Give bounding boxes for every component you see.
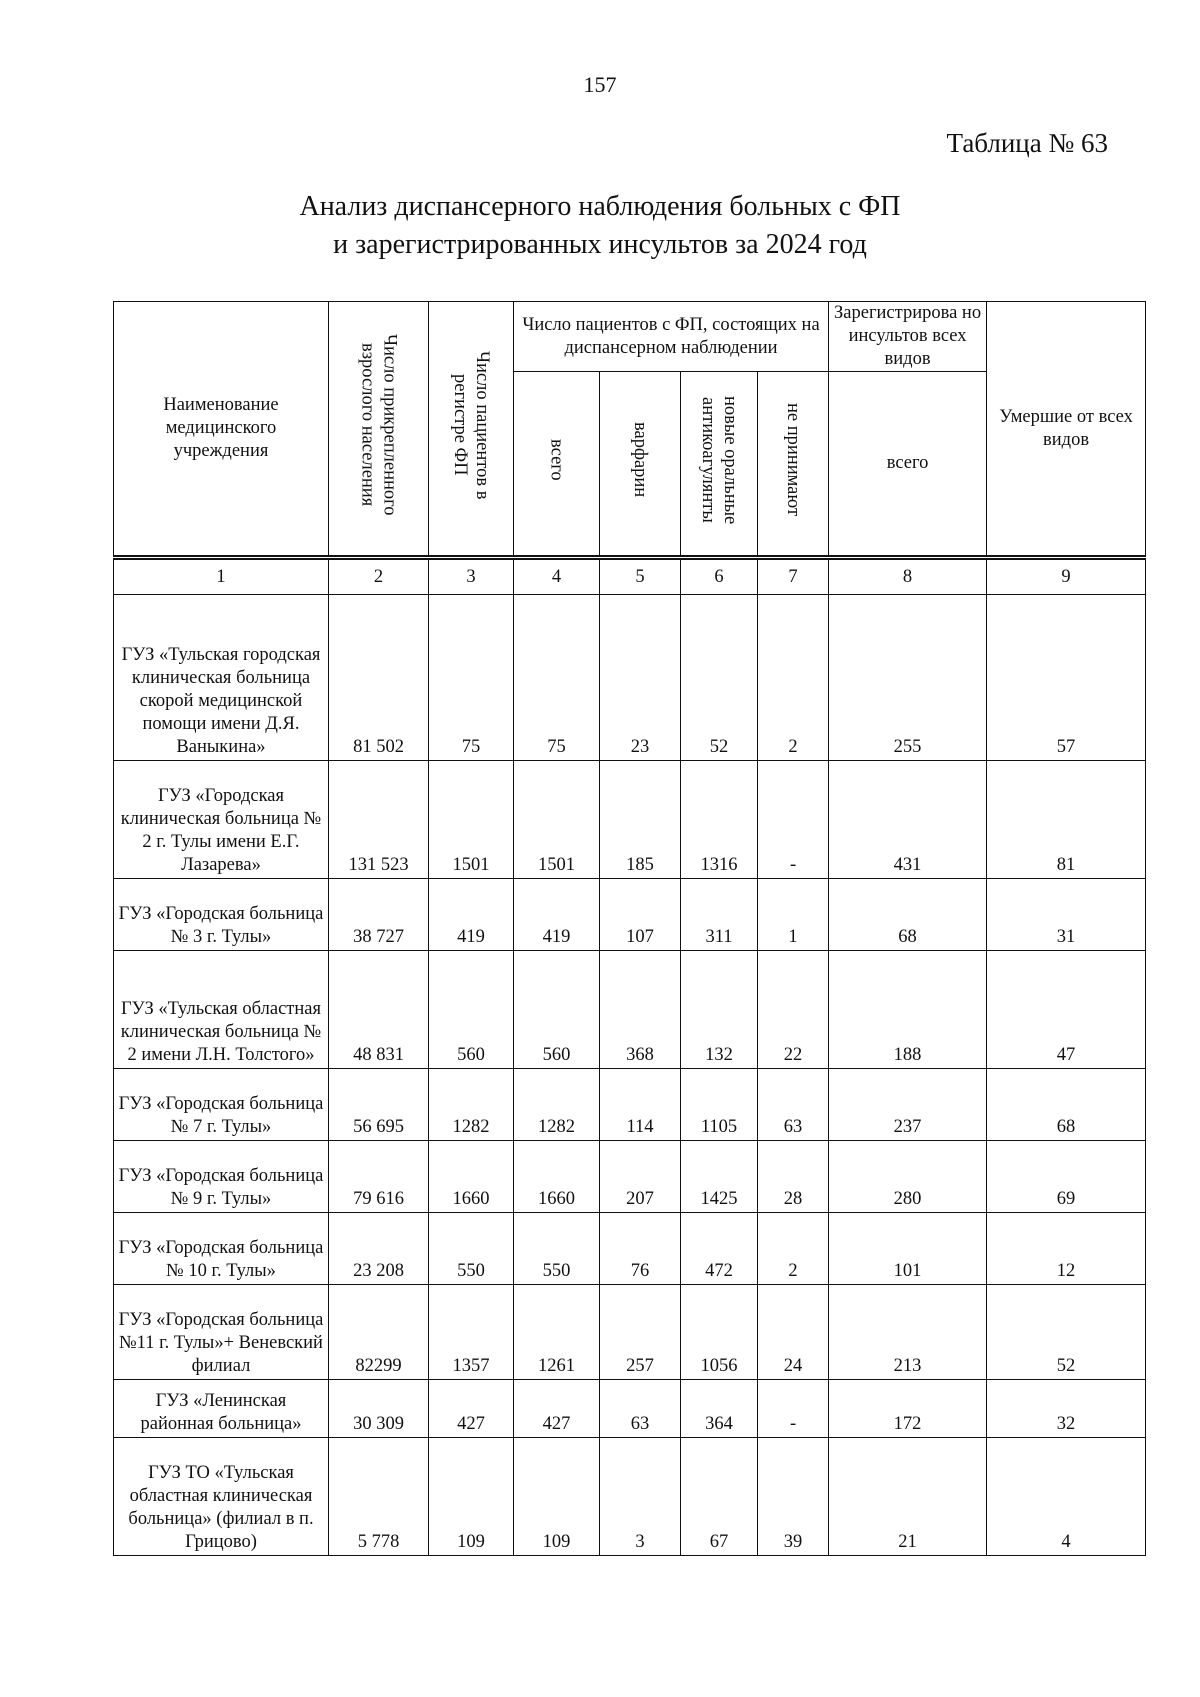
header-fp-total [514, 372, 600, 558]
value-cell-c5: 185 [600, 761, 681, 879]
table-row [114, 595, 1146, 761]
value-cell-c2: 30 309 [329, 1380, 429, 1438]
value-cell-c4: 1660 [514, 1141, 600, 1213]
table-label: Таблица № 63 [946, 128, 1108, 158]
value-cell-c2: 48 831 [329, 951, 429, 1069]
value-cell-c6: 1105 [681, 1069, 758, 1141]
table-row [114, 1285, 1146, 1380]
value-cell-c7: 24 [758, 1285, 829, 1380]
value-cell-c8: 237 [829, 1069, 987, 1141]
page-number: 157 [583, 72, 617, 97]
value-cell-c9: 69 [987, 1141, 1146, 1213]
value-cell-c3: 550 [429, 1213, 514, 1285]
value-cell-c4: 560 [514, 951, 600, 1069]
value-cell-c8: 68 [829, 879, 987, 951]
table-title [0, 188, 1200, 264]
value-cell-c3: 1660 [429, 1141, 514, 1213]
value-cell-c4: 1282 [514, 1069, 600, 1141]
value-cell-c8: 213 [829, 1285, 987, 1380]
value-cell-c8: 101 [829, 1213, 987, 1285]
value-cell-c3: 1282 [429, 1069, 514, 1141]
column-number: 9 [987, 558, 1146, 595]
value-cell-c4: 419 [514, 879, 600, 951]
value-cell-c8: 188 [829, 951, 987, 1069]
institution-name-cell: ГУЗ «Городская больница № 3 г. Тулы» [114, 879, 329, 951]
value-cell-c7: 28 [758, 1141, 829, 1213]
value-cell-c2: 5 778 [329, 1438, 429, 1556]
table-row [114, 1438, 1146, 1556]
value-cell-c3: 1501 [429, 761, 514, 879]
value-cell-c5: 368 [600, 951, 681, 1069]
value-cell-c6: 1056 [681, 1285, 758, 1380]
value-cell-c2: 56 695 [329, 1069, 429, 1141]
value-cell-c7: - [758, 761, 829, 879]
header-institution: Наименование медицинского учреждения [114, 302, 329, 558]
value-cell-c7: 22 [758, 951, 829, 1069]
value-cell-c5: 23 [600, 595, 681, 761]
institution-name-cell: ГУЗ «Городская больница №11 г. Тулы»+ Веневский филиал [114, 1285, 329, 1380]
table-row [114, 951, 1146, 1069]
header-warfarin-label: варфарин [630, 422, 650, 498]
value-cell-c4: 1501 [514, 761, 600, 879]
value-cell-c7: 39 [758, 1438, 829, 1556]
value-cell-c8: 431 [829, 761, 987, 879]
value-cell-c5: 207 [600, 1141, 681, 1213]
header-noac-label: новые оральные антикоагулянты [698, 395, 740, 525]
value-cell-c3: 75 [429, 595, 514, 761]
value-cell-c3: 427 [429, 1380, 514, 1438]
header-strokes-total: всего [829, 372, 987, 558]
value-cell-c9: 12 [987, 1213, 1146, 1285]
column-number: 7 [758, 558, 829, 595]
value-cell-c8: 21 [829, 1438, 987, 1556]
table-row [114, 879, 1146, 951]
header-attached-population-label: Число прикрепленного взрослого населения [357, 334, 400, 516]
title-line-1: Анализ диспансерного наблюдения больных с ФП [299, 191, 901, 222]
value-cell-c7: 1 [758, 879, 829, 951]
value-cell-c9: 52 [987, 1285, 1146, 1380]
value-cell-c9: 47 [987, 951, 1146, 1069]
value-cell-c5: 76 [600, 1213, 681, 1285]
value-cell-c4: 427 [514, 1380, 600, 1438]
value-cell-c6: 132 [681, 951, 758, 1069]
value-cell-c5: 63 [600, 1380, 681, 1438]
value-cell-c9: 4 [987, 1438, 1146, 1556]
header-noac [681, 372, 758, 558]
table-row [114, 1380, 1146, 1438]
value-cell-c4: 550 [514, 1213, 600, 1285]
value-cell-c6: 52 [681, 595, 758, 761]
value-cell-c2: 79 616 [329, 1141, 429, 1213]
value-cell-c5: 3 [600, 1438, 681, 1556]
value-cell-c2: 131 523 [329, 761, 429, 879]
header-deaths: Умершие от всех видов [987, 302, 1146, 558]
table-body [114, 595, 1146, 1556]
value-cell-c6: 67 [681, 1438, 758, 1556]
value-cell-c2: 23 208 [329, 1213, 429, 1285]
institution-name-cell: ГУЗ «Тульская городская клиническая больница скорой медицинской помощи имени Д.Я. Ваныкина» [114, 595, 329, 761]
header-not-taking-label: не принимают [783, 403, 804, 517]
column-numbers-row [114, 558, 1146, 595]
value-cell-c9: 81 [987, 761, 1146, 879]
value-cell-c9: 31 [987, 879, 1146, 951]
value-cell-c5: 107 [600, 879, 681, 951]
column-number: 4 [514, 558, 600, 595]
institution-name-cell: ГУЗ «Ленинская районная больница» [114, 1380, 329, 1438]
value-cell-c4: 109 [514, 1438, 600, 1556]
value-cell-c6: 364 [681, 1380, 758, 1438]
column-number: 8 [829, 558, 987, 595]
value-cell-c7: 63 [758, 1069, 829, 1141]
header-registry-patients-label: Число пациентов в регистре ФП [450, 350, 492, 500]
value-cell-c9: 68 [987, 1069, 1146, 1141]
institution-name-cell: ГУЗ ТО «Тульская областная клиническая больница» (филиал в п. Грицово) [114, 1438, 329, 1556]
value-cell-c2: 81 502 [329, 595, 429, 761]
header-group-fp: Число пациентов с ФП, состоящих на диспансерном наблюдении [514, 302, 829, 372]
header-warfarin [600, 372, 681, 558]
value-cell-c3: 419 [429, 879, 514, 951]
column-number: 3 [429, 558, 514, 595]
header-not-taking [758, 372, 829, 558]
value-cell-c7: 2 [758, 1213, 829, 1285]
value-cell-c8: 172 [829, 1380, 987, 1438]
value-cell-c9: 57 [987, 595, 1146, 761]
table-row [114, 761, 1146, 879]
institution-name-cell: ГУЗ «Городская больница № 10 г. Тулы» [114, 1213, 329, 1285]
value-cell-c7: 2 [758, 595, 829, 761]
header-attached-population [329, 302, 429, 558]
value-cell-c8: 280 [829, 1141, 987, 1213]
title-line-2: и зарегистрированных инсультов за 2024 год [333, 229, 867, 260]
column-number: 6 [681, 558, 758, 595]
table-row [114, 1069, 1146, 1141]
report-table [113, 301, 1146, 1556]
value-cell-c2: 38 727 [329, 879, 429, 951]
header-fp-total-label: всего [546, 439, 567, 481]
value-cell-c6: 1425 [681, 1141, 758, 1213]
value-cell-c7: - [758, 1380, 829, 1438]
column-number: 2 [329, 558, 429, 595]
value-cell-c3: 560 [429, 951, 514, 1069]
value-cell-c2: 82299 [329, 1285, 429, 1380]
institution-name-cell: ГУЗ «Тульская областная клиническая больница № 2 имени Л.Н. Толстого» [114, 951, 329, 1069]
value-cell-c4: 75 [514, 595, 600, 761]
institution-name-cell: ГУЗ «Городская больница № 9 г. Тулы» [114, 1141, 329, 1213]
value-cell-c6: 472 [681, 1213, 758, 1285]
value-cell-c4: 1261 [514, 1285, 600, 1380]
value-cell-c5: 257 [600, 1285, 681, 1380]
value-cell-c3: 1357 [429, 1285, 514, 1380]
institution-name-cell: ГУЗ «Городская клиническая больница № 2 г. Тулы имени Е.Г. Лазарева» [114, 761, 329, 879]
institution-name-cell: ГУЗ «Городская больница № 7 г. Тулы» [114, 1069, 329, 1141]
column-number: 1 [114, 558, 329, 595]
value-cell-c5: 114 [600, 1069, 681, 1141]
column-number: 5 [600, 558, 681, 595]
header-registry-patients [429, 302, 514, 558]
header-group-strokes: Зарегистрирова но инсультов всех видов [829, 302, 987, 372]
value-cell-c8: 255 [829, 595, 987, 761]
table-row [114, 1141, 1146, 1213]
value-cell-c6: 311 [681, 879, 758, 951]
value-cell-c3: 109 [429, 1438, 514, 1556]
value-cell-c9: 32 [987, 1380, 1146, 1438]
value-cell-c6: 1316 [681, 761, 758, 879]
table-row [114, 1213, 1146, 1285]
